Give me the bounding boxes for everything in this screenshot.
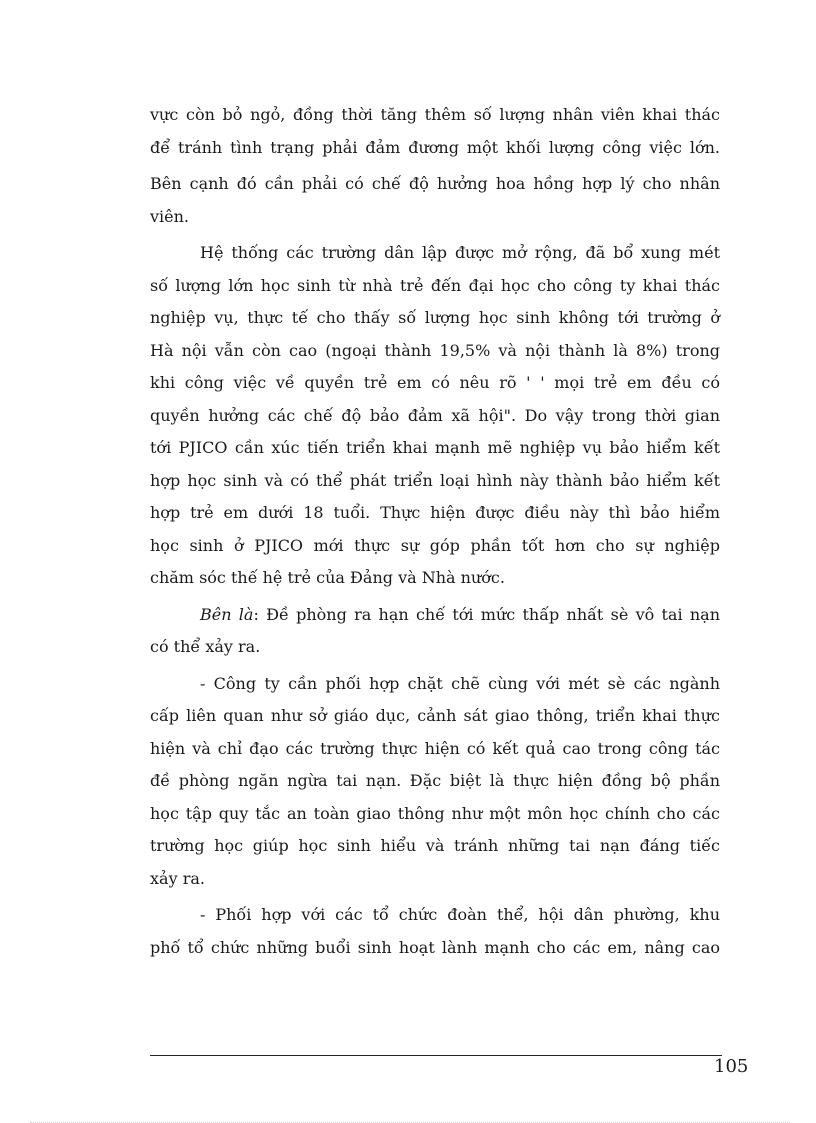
text-line: - Phối hợp với các tổ chức đoàn thể, hội dân phường, khu [200, 905, 720, 924]
body-text [150, 99, 720, 964]
text-line: học sinh ở PJICO mới thực sự góp phần tốt hơn cho sự nghiệp [150, 535, 720, 555]
text-line: Hà nội vẫn còn cao (ngoại thành 19,5% và nội thành là 8%) trong [150, 340, 720, 360]
text-line: để tránh tình trạng phải đảm đương một khối lượng công việc lớn. [150, 137, 720, 157]
text-line: Hệ thống các trường dân lập được mở rộng, đã bổ xung mét [200, 243, 720, 262]
text-line: hiện và chỉ đạo các trường thực hiện có kết quả cao trong công tác [150, 738, 720, 758]
text-line: có thể xảy ra. [150, 637, 261, 656]
text-line: số lượng lớn học sinh từ nhà trẻ đến đại học cho công ty khai thác [150, 275, 720, 295]
text-line: phố tổ chức những buổi sinh hoạt lành mạnh cho các em, nâng cao [150, 937, 720, 957]
text-line: học tập quy tắc an toàn giao thông như một môn học chính cho các [150, 803, 720, 823]
text-line: - Công ty cần phối hợp chặt chẽ cùng với mét sè các ngành [200, 673, 720, 693]
text-line: khi công việc về quyền trẻ em có nêu rõ ' ' mọi trẻ em đều có [150, 373, 720, 392]
text-line: vực còn bỏ ngỏ, đồng thời tăng thêm số lượng nhân viên khai thác [150, 105, 720, 124]
text-line: Bên cạnh đó cần phải có chế độ hưởng hoa hồng hợp lý cho nhân [150, 174, 720, 193]
text-line: cấp liên quan như sở giáo dục, cảnh sát giao thông, triển khai thực [150, 706, 720, 725]
text-line: viên. [150, 206, 190, 226]
text-line: xảy ra. [150, 868, 205, 888]
text-line: hợp học sinh và có thể phát triển loại hình này thành bảo hiểm kết [150, 470, 720, 490]
text-line: trường học giúp học sinh hiểu và tránh những tai nạn đáng tiếc [150, 836, 720, 855]
footer-divider [150, 1055, 722, 1056]
text-line: đề phòng ngăn ngừa tai nạn. Đặc biệt là thực hiện đồng bộ phần [150, 771, 720, 790]
text-line: nghiệp vụ, thực tế cho thấy số lượng học sinh không tới trường ở [150, 308, 720, 327]
text-line [150, 599, 720, 632]
italic-rest: : Đề phòng ra hạn chế tới mức thấp nhất sè vô tai nạn [253, 604, 720, 624]
text-line: tới PJICO cần xúc tiến triển khai mạnh mẽ nghiệp vụ bảo hiểm kết [150, 438, 720, 457]
text-line: quyền hưởng các chế độ bảo đảm xã hội". Do vậy trong thời gian [150, 405, 720, 425]
text-line: hợp trẻ em dưới 18 tuổi. Thực hiện được điều này thì bảo hiểm [150, 503, 720, 522]
text-line: chăm sóc thế hệ trẻ của Đảng và Nhà nước. [150, 568, 505, 587]
page-number: 105 [714, 1056, 749, 1077]
italic-lead: Bên là [200, 604, 254, 624]
